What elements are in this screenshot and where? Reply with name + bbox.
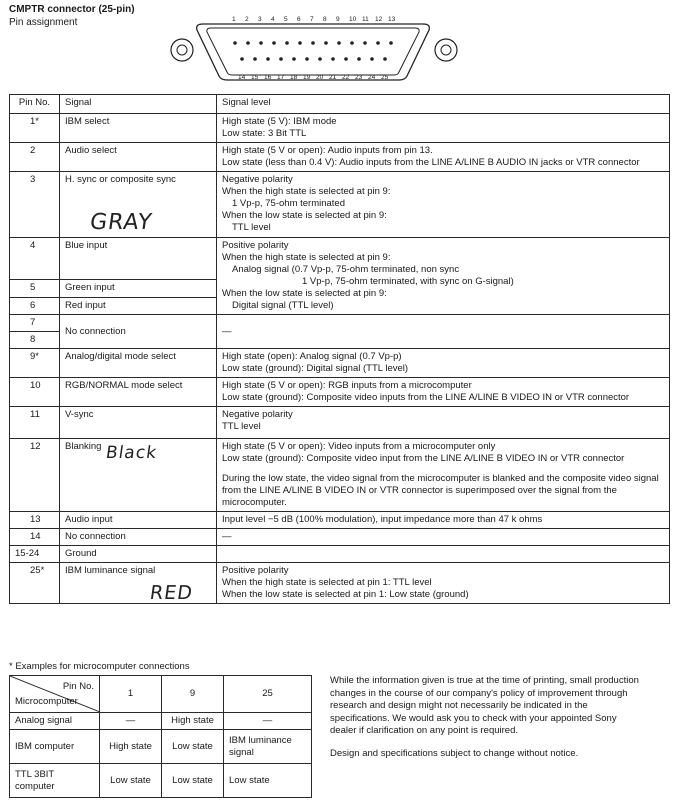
pin-number-label: 8 (323, 16, 327, 23)
level-line: When the low state is selected at pin 1: Low state (ground) (222, 589, 469, 600)
page-subtitle: Pin assignment (9, 17, 78, 28)
signal-cell: Blue input (60, 238, 217, 280)
pin-number-label: 13 (388, 16, 396, 23)
pin-number-label: 6 (297, 16, 301, 23)
value-cell: Low state (162, 764, 224, 798)
handwritten-gray: GRAY (88, 210, 154, 235)
level-line: When the high state is selected at pin 1: TTL level (222, 577, 432, 588)
value-cell: Low state (162, 730, 224, 764)
pin-number-label: 12 (375, 16, 383, 23)
level-cell: Input level −5 dB (100% modulation), input impedance more than 47 k ohms (217, 512, 670, 529)
level-cell (217, 172, 670, 238)
pin-cell: 10 (10, 378, 60, 407)
level-line: Low state: 3 Bit TTL (222, 128, 307, 139)
level-cell: — (217, 315, 670, 349)
table-row (10, 563, 670, 604)
table-row (10, 143, 670, 172)
value-cell: Low state (100, 764, 162, 798)
table-header-row (10, 95, 670, 114)
table-row (10, 238, 670, 280)
level-line: TTL level (222, 421, 261, 432)
level-line: 1 Vp-p, 75-ohm terminated (232, 198, 346, 209)
level-cell (217, 439, 670, 512)
signal-cell: No connection (60, 315, 217, 349)
signal-cell: No connection (60, 529, 217, 546)
col-header-signal: Signal (60, 95, 217, 114)
examples-header-row (10, 676, 312, 713)
signal-cell: IBM select (60, 114, 217, 143)
level-line: Low state (ground): Composite video inputs from the LINE A/LINE B VIDEO IN or VTR connector (222, 392, 630, 403)
examples-row (10, 764, 312, 798)
pin-cell: 4 (10, 238, 60, 280)
signal-cell: Green input (60, 280, 217, 298)
examples-title: * Examples for microcomputer connections (9, 661, 190, 672)
row-label: TTL 3BIT computer (10, 764, 100, 798)
level-cell (217, 349, 670, 378)
signal-cell: Red input (60, 297, 217, 315)
pin-number-label: 14 (238, 74, 246, 81)
level-cell: — (217, 529, 670, 546)
signal-cell: Ground (60, 546, 217, 563)
level-line: Low state (ground): Composite video input from the LINE A/LINE B VIDEO IN or VTR connector (222, 453, 625, 464)
table-row (10, 378, 670, 407)
level-line: Positive polarity (222, 240, 289, 251)
level-line: During the low state, the video signal from the microcomputer is blanked and the composite video signal from the LINE A/LINE B VIDEO IN or VTR connector is superimposed over the signal from the microcomputer. (222, 473, 659, 508)
pin-number-label: 22 (342, 74, 350, 81)
pin-cell: 14 (10, 529, 60, 546)
disclaimer-paragraph: Design and specifications subject to change without notice. (330, 747, 579, 759)
examples-row (10, 713, 312, 730)
signal-cell: Analog/digital mode select (60, 349, 217, 378)
row-label: Analog signal (10, 713, 100, 730)
signal-cell: Audio input (60, 512, 217, 529)
pin-cell: 3 (10, 172, 60, 238)
col-header-pin-1: 1 (100, 676, 162, 713)
pin-number-label: 1 (232, 16, 236, 23)
level-line: High state (5 V): IBM mode (222, 116, 337, 127)
pin-number-label: 17 (277, 74, 285, 81)
pin-number-label: 25 (381, 74, 389, 81)
value-cell: Low state (224, 764, 312, 798)
pin-number-label: 5 (284, 16, 288, 23)
pin-number-label: 15 (251, 74, 259, 81)
table-row (10, 349, 670, 378)
examples-table (9, 675, 312, 798)
level-line: Analog signal (0.7 Vp-p, 75-ohm terminated, non sync (232, 264, 460, 275)
pin-number-label: 9 (336, 16, 340, 23)
pin-cell: 1* (10, 114, 60, 143)
level-line: Low state (less than 0.4 V): Audio inputs from the LINE A/LINE B AUDIO IN jacks or VTR connector (222, 157, 640, 168)
pin-number-label: 7 (310, 16, 314, 23)
pin-number-label: 23 (355, 74, 363, 81)
level-line: Low state (ground): Digital signal (TTL level) (222, 363, 409, 374)
level-line: When the high state is selected at pin 9: (222, 252, 391, 263)
col-header-pin-25: 25 (224, 676, 312, 713)
pin-number-label: 20 (316, 74, 324, 81)
pin-cell: 13 (10, 512, 60, 529)
level-line: Digital signal (TTL level) (232, 300, 334, 311)
signal-cell: Audio select (60, 143, 217, 172)
screw-holes-icon (170, 28, 460, 72)
pin-cell: 7 (10, 315, 60, 332)
col-header-pin: Pin No. (10, 95, 60, 114)
pin-cell: 2 (10, 143, 60, 172)
corner-pin-label: Pin No. (62, 681, 94, 692)
pin-cell: 6 (10, 297, 60, 315)
pin-number-label: 3 (258, 16, 262, 23)
level-cell (217, 238, 670, 315)
disclaimer-notice (330, 675, 640, 770)
pin-number-label: 19 (303, 74, 311, 81)
pin-cell: 15-24 (10, 546, 60, 563)
col-header-level: Signal level (217, 95, 670, 114)
table-row (10, 407, 670, 439)
level-line: Negative polarity (222, 409, 293, 420)
table-row (10, 114, 670, 143)
level-line: 1 Vp-p, 75-ohm terminated, with sync on G-signal) (302, 276, 514, 287)
pin-cell: 8 (10, 332, 60, 349)
table-row (10, 512, 670, 529)
level-cell (217, 563, 670, 604)
level-line: Negative polarity (222, 174, 293, 185)
level-cell (217, 546, 670, 563)
level-line: TTL level (232, 222, 271, 233)
table-row (10, 315, 670, 332)
level-cell (217, 378, 670, 407)
value-cell: IBM luminance signal (224, 730, 312, 764)
table-row (10, 529, 670, 546)
examples-row (10, 730, 312, 764)
pin-number-label: 16 (264, 74, 272, 81)
pin-number-label: 24 (368, 74, 376, 81)
level-line: When the low state is selected at pin 9: (222, 288, 387, 299)
pin-cell: 5 (10, 280, 60, 298)
level-line: When the high state is selected at pin 9: (222, 186, 391, 197)
pin-number-label: 2 (245, 16, 249, 23)
pin-cell: 25* (10, 563, 60, 604)
pin-assignment-table (9, 94, 670, 604)
level-cell (217, 143, 670, 172)
level-line: High state (open): Analog signal (0.7 Vp-p) (222, 351, 402, 362)
table-row (10, 546, 670, 563)
pin-cell: 12 (10, 439, 60, 512)
level-line: High state (5 V or open): Video inputs from a microcomputer only (222, 441, 496, 452)
level-line: Positive polarity (222, 565, 289, 576)
signal-cell: RGB/NORMAL mode select (60, 378, 217, 407)
signal-cell: H. sync or composite sync (60, 172, 217, 238)
value-cell: High state (100, 730, 162, 764)
disclaimer-paragraph: While the information given is true at the time of printing, small production changes in the course of our company's policy of improvement through research and design might not necessarily be indicated in the specifications. We would ask you to check with your appointed Sony dealer if clarification on any point is required. (330, 675, 639, 736)
corner-micro-label: Microcomputer (15, 696, 78, 707)
level-line: When the low state is selected at pin 9: (222, 210, 387, 221)
row-label: IBM computer (10, 730, 100, 764)
value-cell: — (100, 713, 162, 730)
value-cell: High state (162, 713, 224, 730)
handwritten-red: RED (148, 582, 195, 604)
level-line: High state (5 V or open): RGB inputs from a microcomputer (222, 380, 472, 391)
value-cell: — (224, 713, 312, 730)
pin-number-label: 10 (349, 16, 357, 23)
pin-cell: 9* (10, 349, 60, 378)
pin-cell: 11 (10, 407, 60, 439)
signal-cell: Blanking (60, 439, 217, 512)
handwritten-black: Black (104, 443, 159, 463)
col-header-pin-9: 9 (162, 676, 224, 713)
level-cell (217, 407, 670, 439)
pin-number-label: 18 (290, 74, 298, 81)
level-cell (217, 114, 670, 143)
page-title: CMPTR connector (25-pin) (9, 4, 135, 15)
signal-cell: V-sync (60, 407, 217, 439)
pin-number-label: 11 (362, 16, 369, 23)
pin-number-label: 4 (271, 16, 275, 23)
corner-cell (10, 676, 100, 713)
signal-cell: IBM luminance signal (60, 563, 217, 604)
level-line: High state (5 V or open): Audio inputs from pin 13. (222, 145, 433, 156)
pin-number-label: 21 (329, 74, 337, 81)
